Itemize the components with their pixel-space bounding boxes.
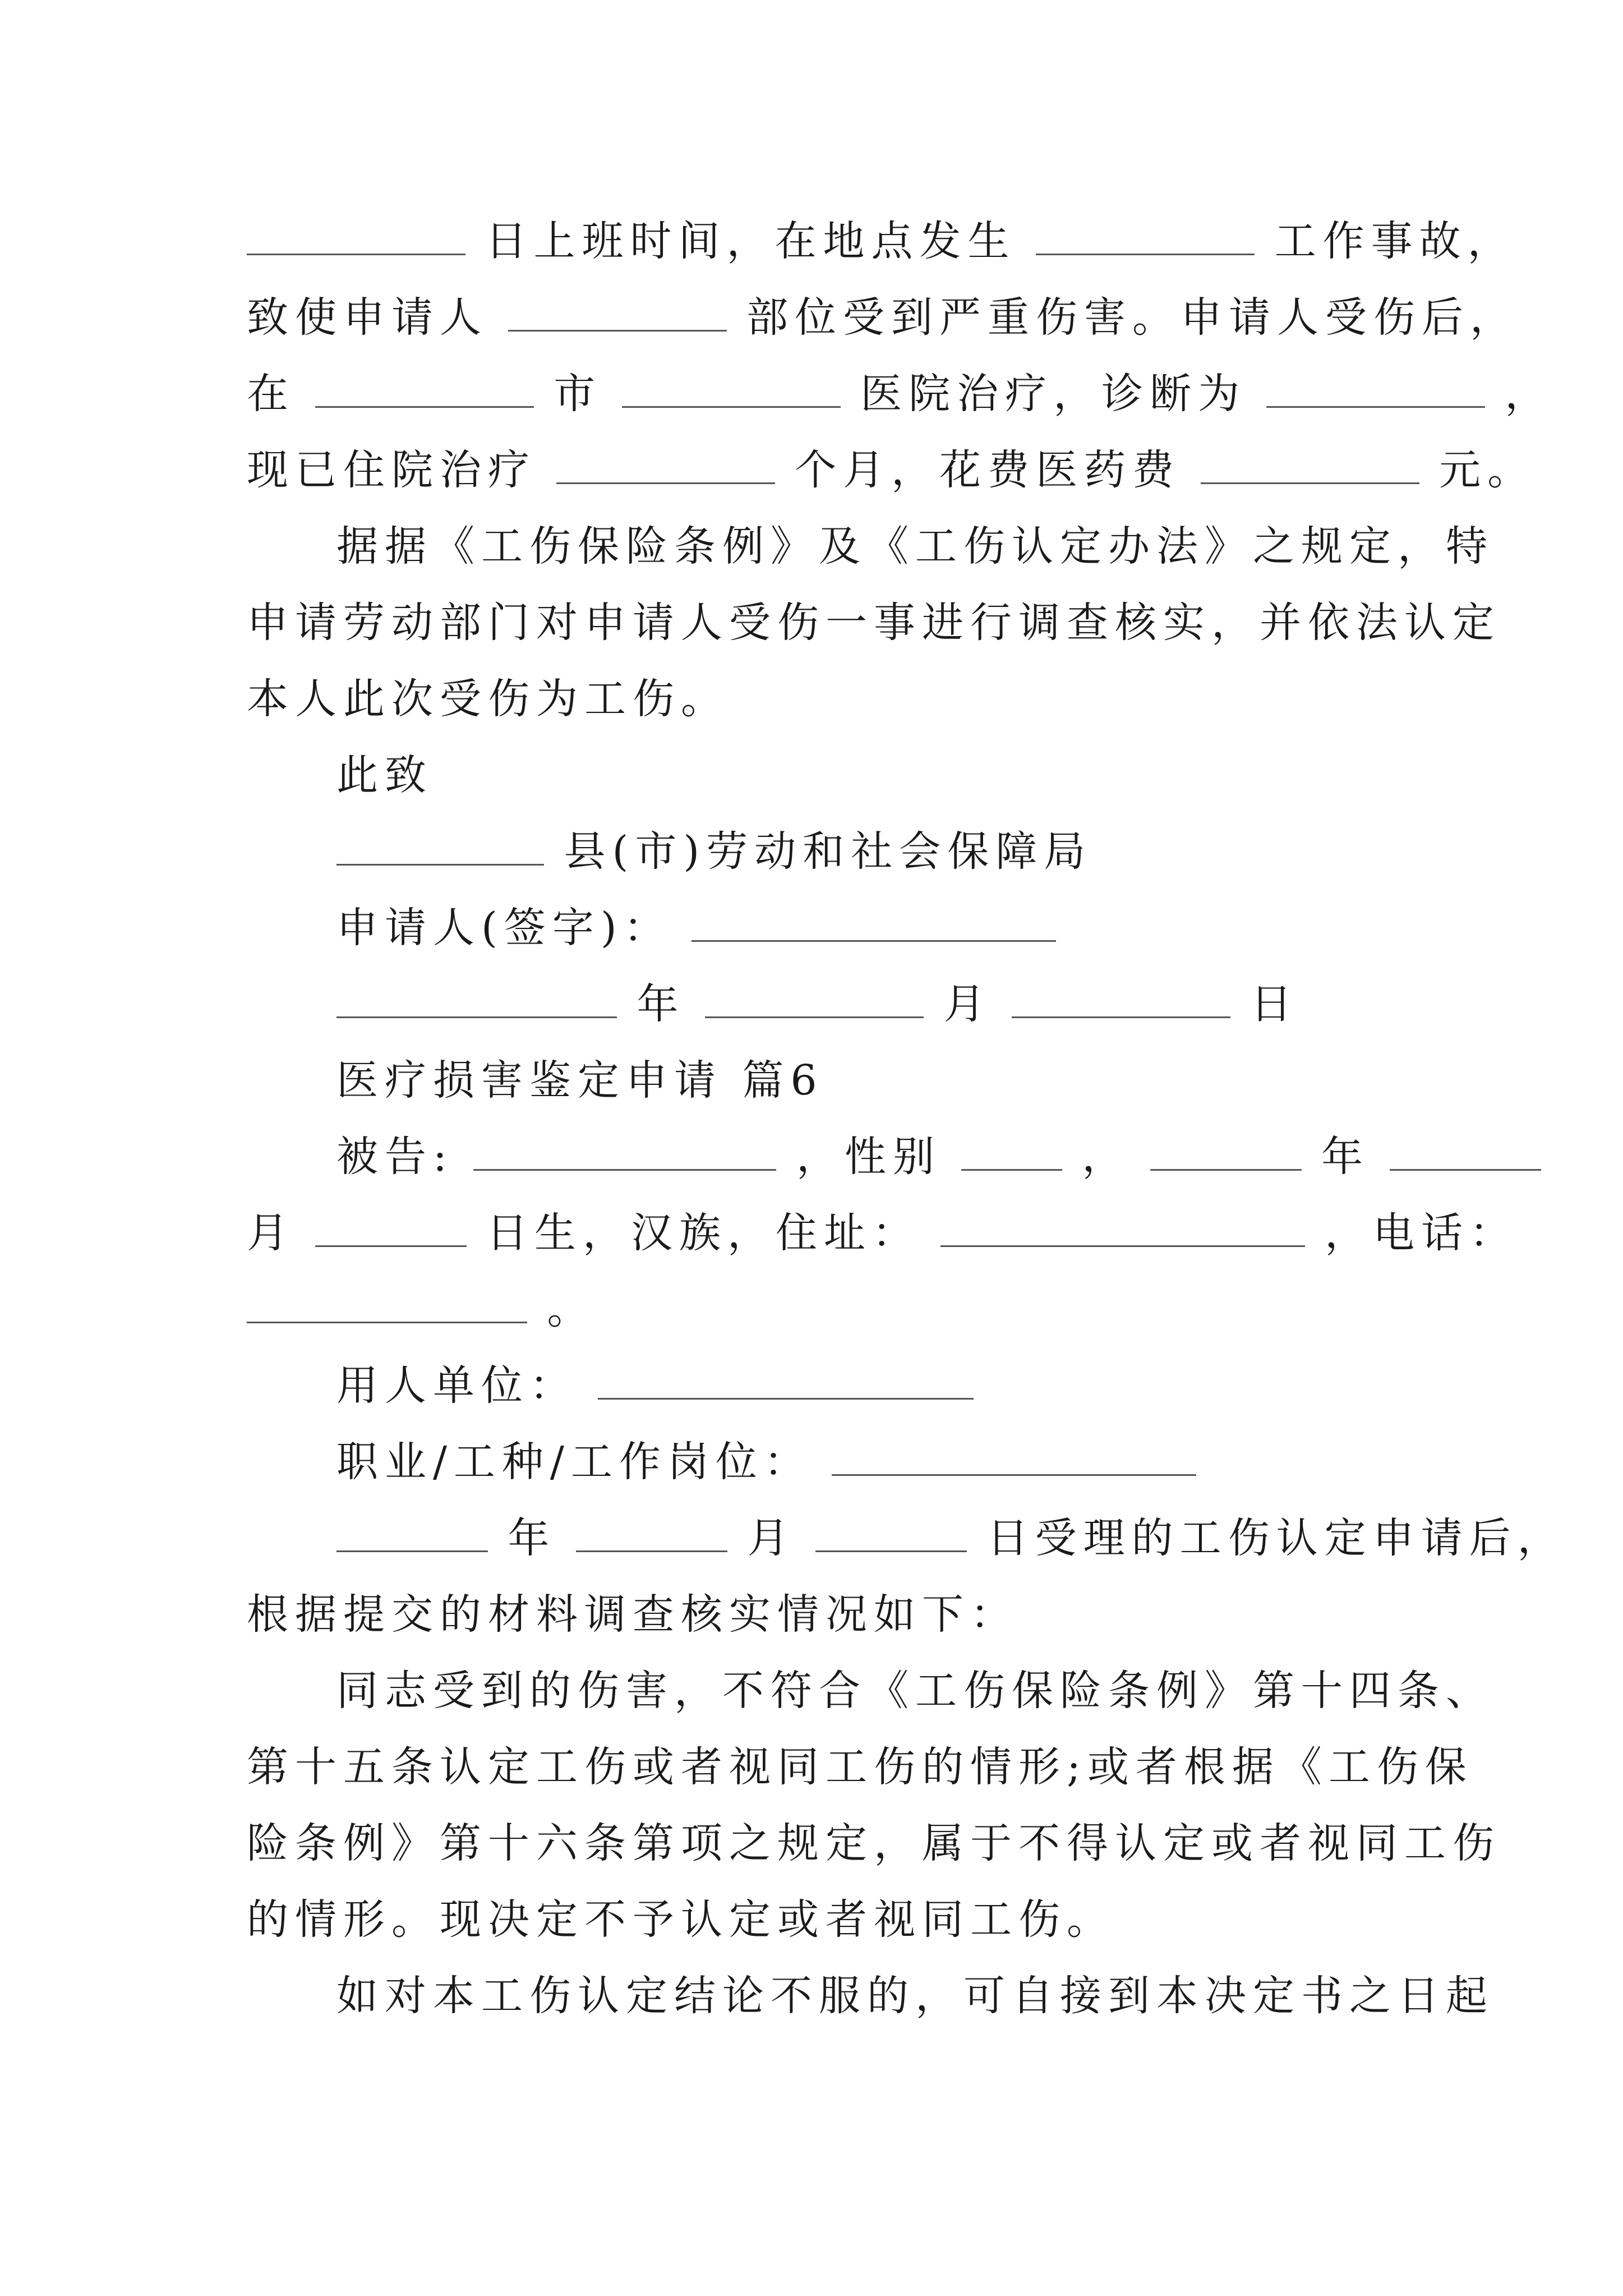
day-label: 日 bbox=[1250, 980, 1299, 1028]
blank-field bbox=[336, 825, 544, 866]
p3-line2: 第十五条认定工伤或者视同工伤的情形;或者根据《工伤保 bbox=[247, 1743, 1473, 1791]
text-segment: 元。 bbox=[1439, 446, 1536, 494]
occupation-line bbox=[336, 1435, 1196, 1489]
blank-field bbox=[622, 367, 841, 408]
employer-blank bbox=[598, 1359, 974, 1400]
address-blank bbox=[940, 1206, 1305, 1247]
day-blank bbox=[815, 1511, 967, 1552]
text-segment: 日上班时间，在地点发生 bbox=[485, 217, 1016, 265]
p2-line2: 申请劳动部门对申请人受伤一事进行调查核实，并依法认定 bbox=[247, 599, 1501, 647]
gender-blank bbox=[961, 1130, 1062, 1171]
blank-field bbox=[1201, 443, 1419, 484]
day-blank bbox=[1012, 977, 1230, 1018]
p1-line2 bbox=[247, 291, 1518, 344]
accepted-line1 bbox=[336, 1511, 1566, 1565]
text-segment: 月 bbox=[747, 1514, 796, 1562]
text-segment: 工作事故， bbox=[1274, 217, 1516, 265]
text-segment: 被告: bbox=[336, 1133, 454, 1181]
birth-year-blank bbox=[1150, 1130, 1302, 1171]
p4-line1: 如对本工伤认定结论不服的，可自接到本决定书之日起 bbox=[336, 1972, 1494, 2020]
text-segment: ， bbox=[1505, 370, 1553, 418]
text-segment: 日生，汉族，住址： bbox=[486, 1209, 921, 1257]
phone-blank bbox=[247, 1282, 527, 1323]
employer-label: 用人单位： bbox=[336, 1361, 578, 1410]
year-blank bbox=[336, 977, 617, 1018]
text-segment: 年 bbox=[1321, 1133, 1370, 1181]
name-blank bbox=[473, 1130, 776, 1171]
blank-field bbox=[1266, 367, 1485, 408]
birth-day-blank bbox=[315, 1206, 467, 1247]
defendant-line2 bbox=[247, 1206, 1518, 1260]
date-line bbox=[336, 977, 1299, 1031]
blank-field bbox=[556, 443, 775, 484]
p2-line1: 据据《工伤保险条例》及《工伤认定办法》之规定，特 bbox=[336, 522, 1494, 570]
text-segment: 市 bbox=[554, 370, 602, 418]
text-segment: 在 bbox=[247, 370, 295, 418]
p3-line1: 同志受到的伤害，不符合《工伤保险条例》第十四条、 bbox=[336, 1667, 1494, 1715]
p1-line3 bbox=[247, 367, 1553, 421]
text-segment: 日受理的工伤认定申请后， bbox=[986, 1514, 1566, 1562]
defendant-line1 bbox=[336, 1130, 1541, 1184]
month-blank bbox=[576, 1511, 727, 1552]
text-segment: 。 bbox=[547, 1285, 596, 1333]
employer-line bbox=[336, 1359, 974, 1412]
recipient: 县(市)劳动和社会保障局 bbox=[564, 827, 1092, 876]
month-blank bbox=[705, 977, 924, 1018]
text-segment: 月 bbox=[247, 1209, 295, 1257]
p3-line4: 的情形。现决定不予认定或者视同工伤。 bbox=[247, 1895, 1115, 1944]
month-label: 月 bbox=[943, 980, 992, 1028]
blank-field bbox=[508, 291, 727, 332]
blank-field bbox=[1036, 214, 1255, 255]
text-segment: 现已住院治疗 bbox=[247, 446, 536, 494]
text-segment: ，电话： bbox=[1325, 1209, 1518, 1257]
text-segment: 医院治疗，诊断为 bbox=[860, 370, 1247, 418]
salutation: 此致 bbox=[336, 751, 433, 799]
text-segment: 个月，花费医药费 bbox=[795, 446, 1181, 494]
birth-month-blank bbox=[1390, 1130, 1541, 1171]
year-label: 年 bbox=[637, 980, 685, 1028]
p1-line1 bbox=[247, 214, 1516, 268]
p3-line3: 险条例》第十六条第项之规定，属于不得认定或者视同工伤 bbox=[247, 1819, 1501, 1867]
recipient-line bbox=[336, 825, 1092, 878]
blank-field bbox=[315, 367, 534, 408]
signature-blank bbox=[691, 901, 1056, 942]
defendant-line3 bbox=[247, 1282, 596, 1336]
text-segment: 部位受到严重伤害。申请人受伤后， bbox=[746, 293, 1519, 342]
text-segment: ，性别 bbox=[796, 1133, 941, 1181]
text-segment: ， bbox=[1082, 1133, 1131, 1181]
blank-field bbox=[247, 214, 465, 255]
signature-label: 申请人(签字)： bbox=[336, 904, 672, 952]
text-segment: 致使申请人 bbox=[247, 293, 488, 342]
section-heading: 医疗损害鉴定申请 篇6 bbox=[336, 1056, 824, 1105]
occupation-label: 职业/工种/工作岗位： bbox=[336, 1438, 812, 1486]
signature-line bbox=[336, 901, 1056, 955]
occupation-blank bbox=[832, 1435, 1196, 1476]
text-segment: 年 bbox=[508, 1514, 556, 1562]
year-blank bbox=[336, 1511, 488, 1552]
p1-line4 bbox=[247, 443, 1536, 497]
p2-line3: 本人此次受伤为工伤。 bbox=[247, 675, 729, 723]
accepted-line2: 根据提交的材料调查核实情况如下： bbox=[247, 1590, 1018, 1639]
